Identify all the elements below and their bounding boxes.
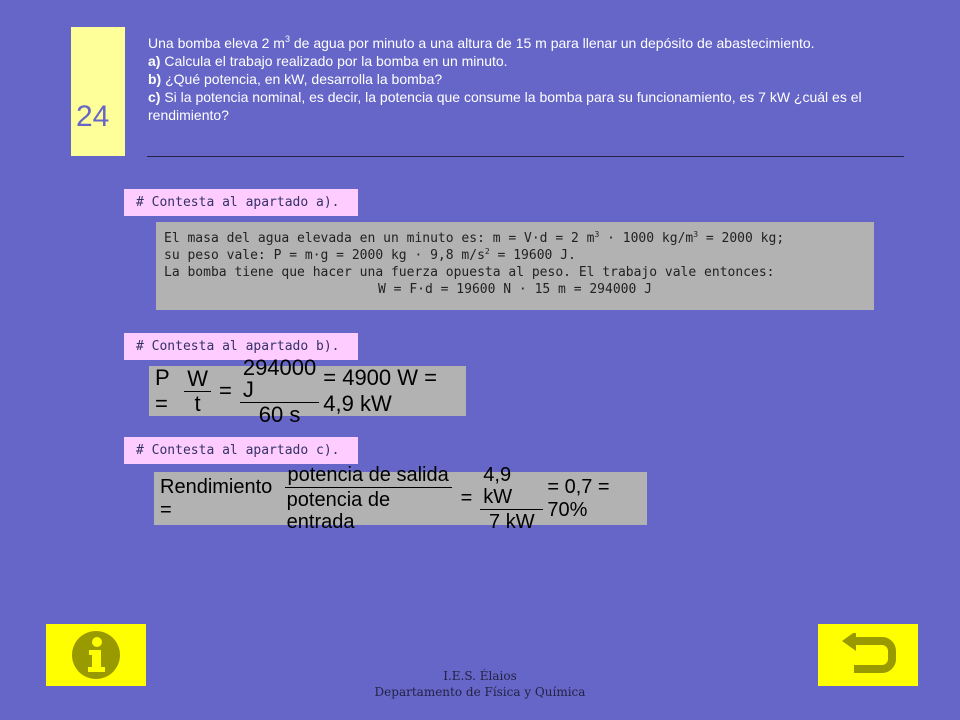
efficiency-result: = 0,7 = 70%	[547, 475, 610, 521]
line1-mid: · 1000 kg/m	[599, 231, 694, 246]
answer-c-formula	[154, 464, 647, 533]
part-c-label: c)	[148, 89, 161, 105]
line1-pre: El masa del agua elevada en un minuto es: m = V·d = 2 m	[164, 231, 595, 246]
divider	[147, 156, 904, 157]
statement-post: de agua por minuto a una altura de 15 m para llenar un depósito de abastecimiento.	[289, 35, 815, 51]
answer-a-tag: # Contesta al apartado a).	[124, 189, 358, 216]
fraction1-numerator: W	[184, 368, 211, 392]
line2-pre: su peso vale: P = m·g = 2000 kg · 9,8 m/s	[164, 248, 485, 263]
footer-school: I.E.S. Élaios	[443, 669, 517, 683]
answer-a-line3: La bomba tiene que hacer una fuerza opuesta al peso. El trabajo vale entonces:	[164, 265, 775, 280]
line2-sup: 2	[484, 247, 490, 256]
fraction2-denominator: 60 s	[258, 401, 301, 427]
part-c-text: Si la potencia nominal, es decir, la potencia que consume la bomba para su funcionamiento, es 7 kW ¿cuál es el rendimiento?	[148, 89, 862, 123]
answer-b-tag: # Contesta al apartado b).	[124, 333, 358, 360]
fraction3-numerator: potencia de salida	[285, 464, 452, 488]
problem-number: 24	[76, 100, 110, 133]
answer-b-formula	[149, 354, 466, 427]
power-result: = 4900 W = 4,9 kW	[323, 365, 437, 416]
answer-a-line1	[164, 230, 866, 247]
line1-post: = 2000 kg;	[698, 231, 785, 246]
fraction1-denominator: t	[194, 390, 201, 416]
part-b-label: b)	[148, 71, 162, 87]
equals-sign: =	[218, 378, 232, 403]
fraction2-numerator: 294000 J	[240, 357, 319, 403]
fraction3-denominator: potencia de entrada	[286, 489, 391, 533]
problem-number-box	[71, 27, 125, 156]
line1-sup1: 3	[594, 230, 600, 239]
power-lhs: P =	[155, 365, 170, 416]
efficiency-lhs: Rendimiento =	[160, 475, 273, 521]
part-a-text: Calcula el trabajo realizado por la bomba en un minuto.	[160, 53, 508, 69]
answer-a-box	[156, 222, 874, 310]
part-a-label: a)	[148, 53, 161, 69]
fraction4-numerator: 4,9 kW	[480, 464, 543, 510]
line1-sup2: 3	[693, 230, 699, 239]
answer-c-tag: # Contesta al apartado c).	[124, 437, 358, 464]
fraction4-denominator: 7 kW	[489, 511, 535, 533]
statement-sup: 3	[284, 34, 290, 44]
fraction-values	[240, 354, 319, 427]
problem-statement	[148, 34, 908, 124]
fraction-powers	[284, 464, 453, 533]
fraction-w-over-t	[184, 365, 211, 416]
answer-a-line4: W = F·d = 19600 N · 15 m = 294000 J	[378, 282, 652, 297]
part-b-text: ¿Qué potencia, en kW, desarrolla la bomba?	[161, 71, 443, 87]
line2-post: = 19600 J.	[489, 248, 576, 263]
statement-pre: Una bomba eleva 2 m	[148, 35, 285, 51]
equals-sign-c: =	[460, 487, 473, 509]
answer-a-line2	[164, 247, 866, 264]
fraction-kw	[480, 464, 543, 533]
footer-department: Departamento de Física y Química	[374, 685, 586, 699]
